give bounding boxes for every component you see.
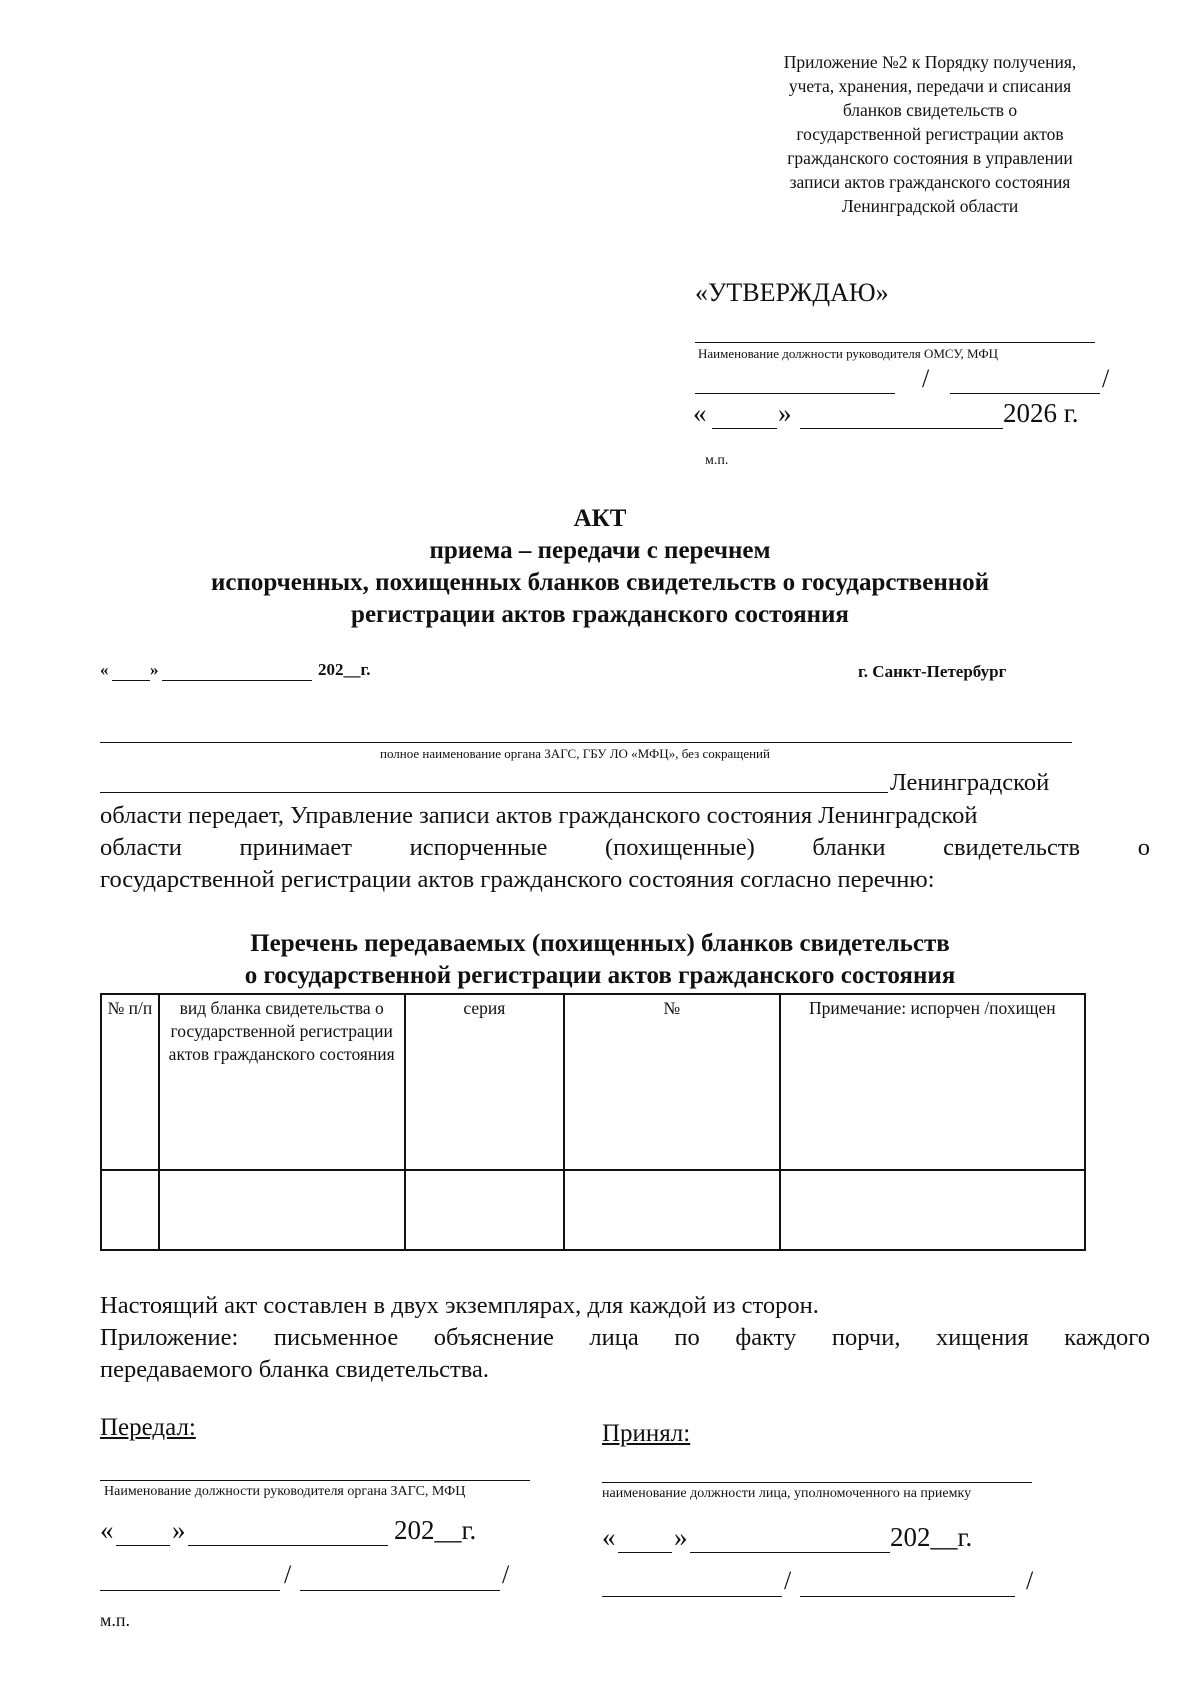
handed-over-slash: / [284,1560,292,1589]
accepted-position-line [602,1482,1032,1483]
appendix-note [740,50,1120,218]
approve-position-caption: Наименование должности руководителя ОМСУ, МФЦ [698,346,999,361]
handed-over-year: 202__г. [394,1515,477,1545]
table-row [101,1170,1085,1250]
accepted-slash: / [784,1566,792,1595]
act-month-line [162,680,312,681]
appendix-line: гражданского состояния в управлении [787,148,1073,168]
approve-position-line [695,342,1095,343]
org-name-line-2 [100,792,888,793]
approve-day-line [712,428,777,429]
appendix-line: Приложение №2 к Порядку получения, [783,52,1077,72]
appendix-line: записи актов гражданского состояния [789,172,1071,192]
act-day-line [112,680,150,681]
accepted-heading: Принял: [602,1420,691,1447]
approve-quote-close: » [778,398,792,428]
accepted-slash-end: / [1026,1566,1034,1595]
act-subtitle-line: регистрации актов гражданского состояния [351,601,849,628]
act-body [100,800,1150,896]
handed-over-month-line [188,1545,388,1546]
act-subtitle-line: испорченных, похищенных бланков свидетельств о государственной [210,569,990,596]
accepted-quote-open: « [602,1522,616,1552]
handed-over-day-line [116,1545,170,1546]
act-date-quote-open: « [100,660,109,679]
table-header-row [101,994,1085,1170]
accepted-signature-line [602,1596,782,1597]
act-date-year: 202__г. [318,660,371,679]
accepted-month-line [690,1552,890,1553]
org-name-caption: полное наименование органа ЗАГС, ГБУ ЛО «МФЦ», без сокращений [380,746,770,761]
accepted-day-line [618,1552,672,1553]
act-title [100,503,1100,631]
handed-over-position-line [100,1480,530,1481]
handed-over-quote-open: « [100,1515,114,1545]
accepted-caption: наименование должности лица, уполномоченного на приемку [602,1486,972,1501]
approve-stamp-label: м.п. [705,453,729,468]
region-word: Ленинградской [890,769,1050,796]
table-cell [101,1170,159,1250]
act-body-line: государственной регистрации актов гражданского состояния согласно перечню: [100,866,935,893]
handed-over-caption: Наименование должности руководителя органа ЗАГС, МФЦ [104,1484,466,1499]
act-city: г. Санкт-Петербург [858,662,1007,681]
act-subtitle-line: приема – передачи с перечнем [429,537,771,564]
appendix-line: бланков свидетельств о [842,100,1018,120]
table-cell [564,1170,779,1250]
header-note: Примечание: испорчен /похищен [780,994,1085,1170]
approve-slash-end: / [1102,364,1110,393]
handed-over-slash-end: / [502,1560,510,1589]
table-cell [159,1170,405,1250]
header-blank-type: вид бланка свидетельства о государственной регистрации актов гражданского состояния [159,994,405,1170]
approve-signature-line [695,393,895,394]
approve-title: «УТВЕРЖДАЮ» [695,278,889,307]
footer-text [100,1290,1150,1386]
footer-line: Настоящий акт составлен в двух экземплярах, для каждой из сторон. [100,1292,819,1319]
handed-over-signature-line [100,1590,280,1591]
table-cell [780,1170,1085,1250]
handed-over-quote-close: » [172,1515,186,1545]
handed-over-stamp-label: м.п. [100,1610,131,1630]
act-body-line: области принимает испорченные (похищенные) бланки свидетельств о [100,834,1150,861]
act-body-line: области передает, Управление записи актов гражданского состояния Ленинградской [100,802,978,829]
approve-year: 2026 г. [1003,398,1079,428]
header-blank-number: № [564,994,779,1170]
footer-line: передаваемого бланка свидетельства. [100,1356,489,1383]
list-title-line: о государственной регистрации актов гражданского состояния [244,962,956,989]
header-series: серия [405,994,565,1170]
list-title-line: Перечень передаваемых (похищенных) бланков свидетельств [250,930,950,957]
header-number: № п/п [101,994,159,1170]
handed-over-name-line [300,1590,500,1591]
footer-line: Приложение: письменное объяснение лица по факту порчи, хищения каждого [100,1324,1150,1351]
act-title-text: АКТ [573,505,627,532]
act-date-quote-close: » [150,660,159,679]
list-title [100,928,1100,992]
accepted-quote-close: » [674,1522,688,1552]
blank-list-table [100,993,1086,1251]
accepted-year: 202__г. [890,1522,973,1552]
appendix-line: государственной регистрации актов [796,124,1064,144]
org-name-line [100,742,1072,743]
accepted-name-line [800,1596,1015,1597]
approve-slash: / [922,364,930,393]
handed-over-heading: Передал: [100,1414,196,1441]
appendix-line: Ленинградской области [841,196,1019,216]
appendix-line: учета, хранения, передачи и списания [788,76,1072,96]
approve-month-line [800,428,1003,429]
approve-quote-open: « [693,398,707,428]
table-cell [405,1170,565,1250]
approve-name-line [950,393,1100,394]
